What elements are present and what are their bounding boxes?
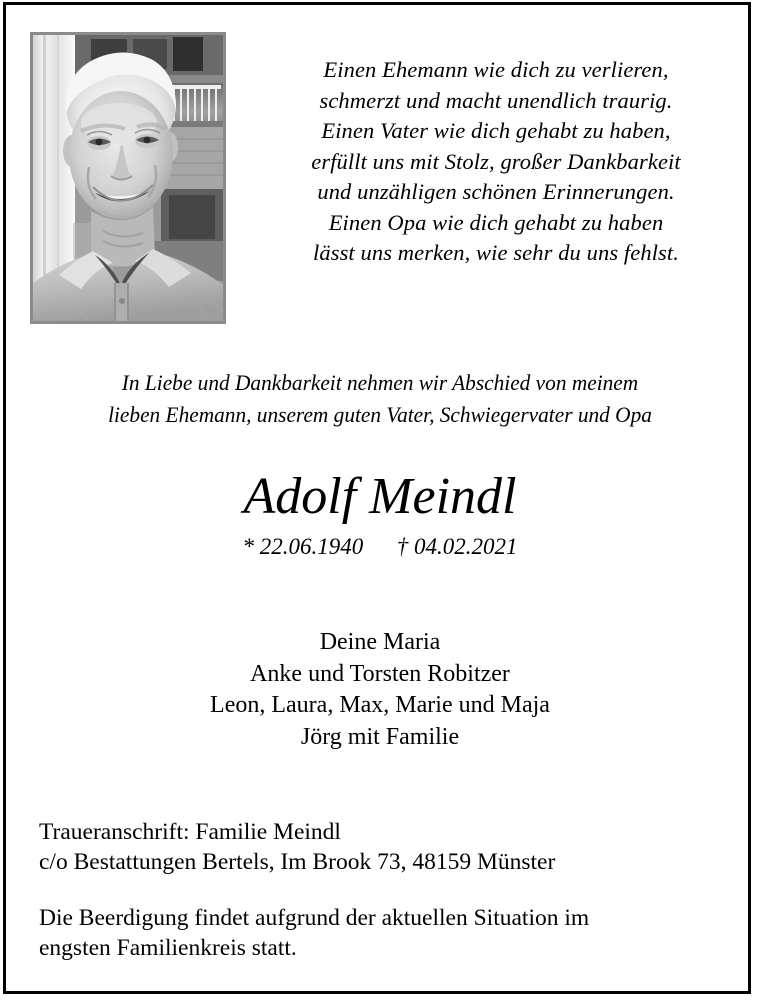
notice-inner [6, 5, 748, 991]
obituary-notice [3, 2, 751, 994]
mourning-address [39, 817, 729, 877]
poem-line: erfüllt uns mit Stolz, großer Dankbarkeit [311, 148, 681, 174]
survivor-line: Jörg mit Familie [300, 723, 460, 750]
birth-date: 22.06.1940 [259, 534, 364, 559]
address-line: c/o Bestattungen Bertels, Im Brook 73, 48159 Münster [39, 849, 556, 875]
poem-line: Einen Ehemann wie dich zu verlieren, [323, 57, 669, 82]
address-line: Traueranschrift: Familie Meindl [39, 819, 341, 845]
poem-line: und unzähligen schönen Erinnerungen. [317, 179, 675, 204]
farewell-statement [41, 367, 720, 431]
portrait-photo-image [33, 35, 223, 321]
funeral-note [39, 903, 729, 963]
poem-line: schmerzt und macht unendlich traurig. [319, 87, 673, 113]
poem-line: lässt uns merken, wie sehr du uns fehlst. [313, 240, 679, 265]
note-line: Die Beerdigung findet aufgrund der aktuellen Situation im [39, 905, 590, 931]
birth-symbol-icon: * [242, 534, 254, 559]
life-dates [30, 533, 730, 561]
survivor-line: Deine Maria [319, 629, 441, 655]
poem-line: Einen Vater wie dich gehabt zu haben, [321, 118, 671, 143]
survivor-line: Anke und Torsten Robitzer [250, 660, 510, 687]
memorial-poem [254, 55, 738, 269]
death-date: 04.02.2021 [414, 534, 518, 559]
deceased-name: Adolf Meindl [243, 468, 517, 525]
farewell-line: lieben Ehemann, unserem guten Vater, Schwiegervater und Opa [108, 402, 652, 427]
cross-symbol-icon: † [396, 534, 409, 559]
survivors-list [30, 627, 730, 753]
portrait-photo [30, 32, 226, 324]
survivor-line: Leon, Laura, Max, Marie und Maja [210, 692, 550, 718]
farewell-line: In Liebe und Dankbarkeit nehmen wir Abschied von meinem [121, 370, 639, 395]
poem-line: Einen Opa wie dich gehabt zu haben [328, 209, 664, 235]
note-line: engsten Familienkreis statt. [39, 935, 297, 961]
